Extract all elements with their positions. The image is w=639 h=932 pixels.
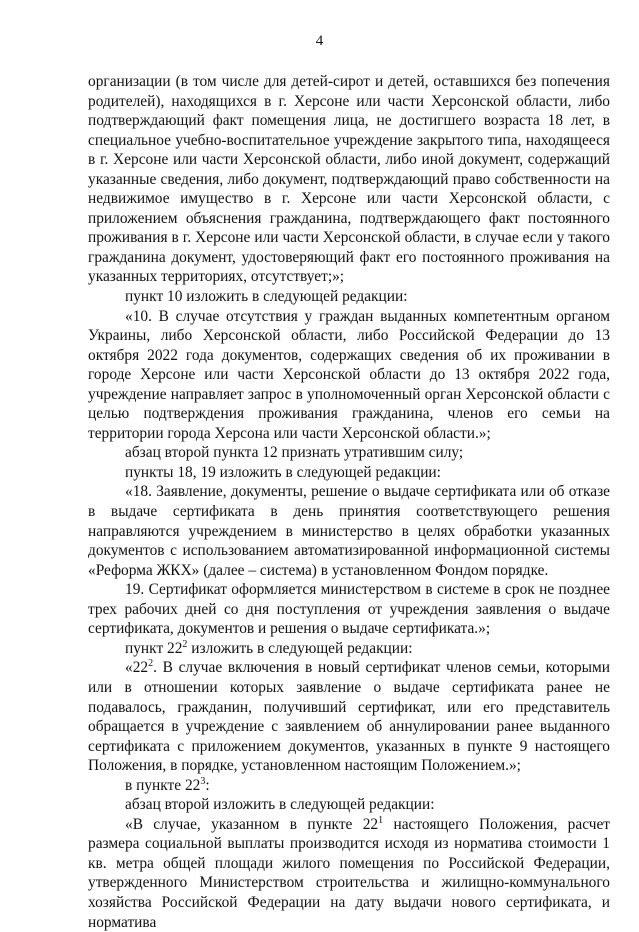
paragraph-text: организации (в том числе для детей-сирот и детей, оставшихся без попечения родителей), находящихся в г. Херсоне или части Херсонской области, либо подтверждающий факт помещения лица, не достигшего возраста 18 лет, в специальное учебно-воспитательное учреждение закрытого типа, находящееся в г. Херсоне или части Херсонской области, либо иной документ, содержащий указанные сведения, либо документ, подтверждающий право собственности на недвижимое имущество в г. Херсоне или части Херсонской области, с приложением объяснения гражданина, подтверждающего факт постоянного проживания в г. Херсоне или части Херсонской области, в случае если у такого гражданина документ, удостоверяющий факт его постоянного проживания на указанных территориях, отсутствует;»; (88, 73, 610, 286)
paragraph-text: : (205, 776, 210, 794)
paragraph (88, 795, 610, 815)
paragraph-text: «В случае, указанном в пункте 22 (125, 815, 379, 833)
paragraph (88, 463, 610, 483)
paragraph (88, 72, 610, 287)
paragraph-text: пункты 18, 19 изложить в следующей редакции: (125, 463, 441, 481)
paragraph-text: «10. В случае отсутствия у граждан выданных компетентным органом Украины, либо Херсонской области, либо Российской Федерации до 13 октября 2022 года документов, содержащих сведения об их проживании в городе Херсоне или части Херсонской области до 13 октября 2022 года, учреждение направляет запрос в уполномоченный орган Херсонской области с целью подтверждения проживания гражданина, членов его семьи на территории города Херсона или части Херсонской области.»; (88, 307, 610, 442)
paragraph (88, 482, 610, 580)
paragraph (88, 443, 610, 463)
paragraph-text: в пункте 22 (125, 776, 201, 794)
paragraph-text: изложить в следующей редакции: (187, 639, 413, 657)
superscript: 2 (182, 638, 188, 650)
paragraph (88, 287, 610, 307)
paragraph-text: 19. Сертификат оформляется министерством в системе в срок не позднее трех рабочих дней со дня поступления от учреждения заявления о выдаче сертификата, документов и решения о выдаче сертификата.»; (88, 581, 610, 638)
document-body (88, 72, 610, 932)
page-number: 4 (315, 33, 324, 49)
paragraph-text: абзац второй изложить в следующей редакции: (125, 796, 435, 814)
paragraph (88, 639, 610, 659)
paragraph (88, 580, 610, 639)
paragraph (88, 307, 610, 444)
superscript: 1 (378, 814, 384, 826)
paragraph (88, 658, 610, 775)
paragraph-text: настоящего Положения, расчет размера социальной выплаты производится исходя из норматива стоимости 1 кв. метра общей площади жилого помещения по Российской Федерации, утвержденного Министерством строительства и жилищно-коммунального хозяйства Российской Федерации на дату выдачи нового сертификата, и норматива (88, 815, 611, 931)
paragraph-text: «22 (125, 659, 149, 677)
paragraph (88, 776, 610, 796)
paragraph-text: пункт 22 (125, 639, 183, 657)
paragraph-text: пункт 10 изложить в следующей редакции: (125, 288, 408, 306)
paragraph-text: «18. Заявление, документы, решение о выдаче сертификата или об отказе в выдаче сертификата в день принятия соответствующего решения направляются учреждением в министерство в целях обработки указанных документов с использованием автоматизированной информационной системы «Реформа ЖКХ» (далее – система) в установленном Фондом порядке. (88, 483, 610, 579)
paragraph (88, 815, 610, 932)
paragraph-text: абзац второй пункта 12 признать утратившим силу; (125, 444, 464, 462)
superscript: 3 (200, 775, 206, 787)
superscript: 2 (148, 658, 154, 670)
paragraph-text: . В случае включения в новый сертификат членов семьи, которыми или в отношении которых заявление о выдаче сертификата ранее не подавалось, гражданин, получивший сертификат, или его представитель обращается в учреждение с заявлением об аннулировании ранее выданного сертификата с приложением документов, указанных в пункте 9 настоящего Положения, в порядке, установленном настоящим Положением.»; (88, 659, 610, 775)
